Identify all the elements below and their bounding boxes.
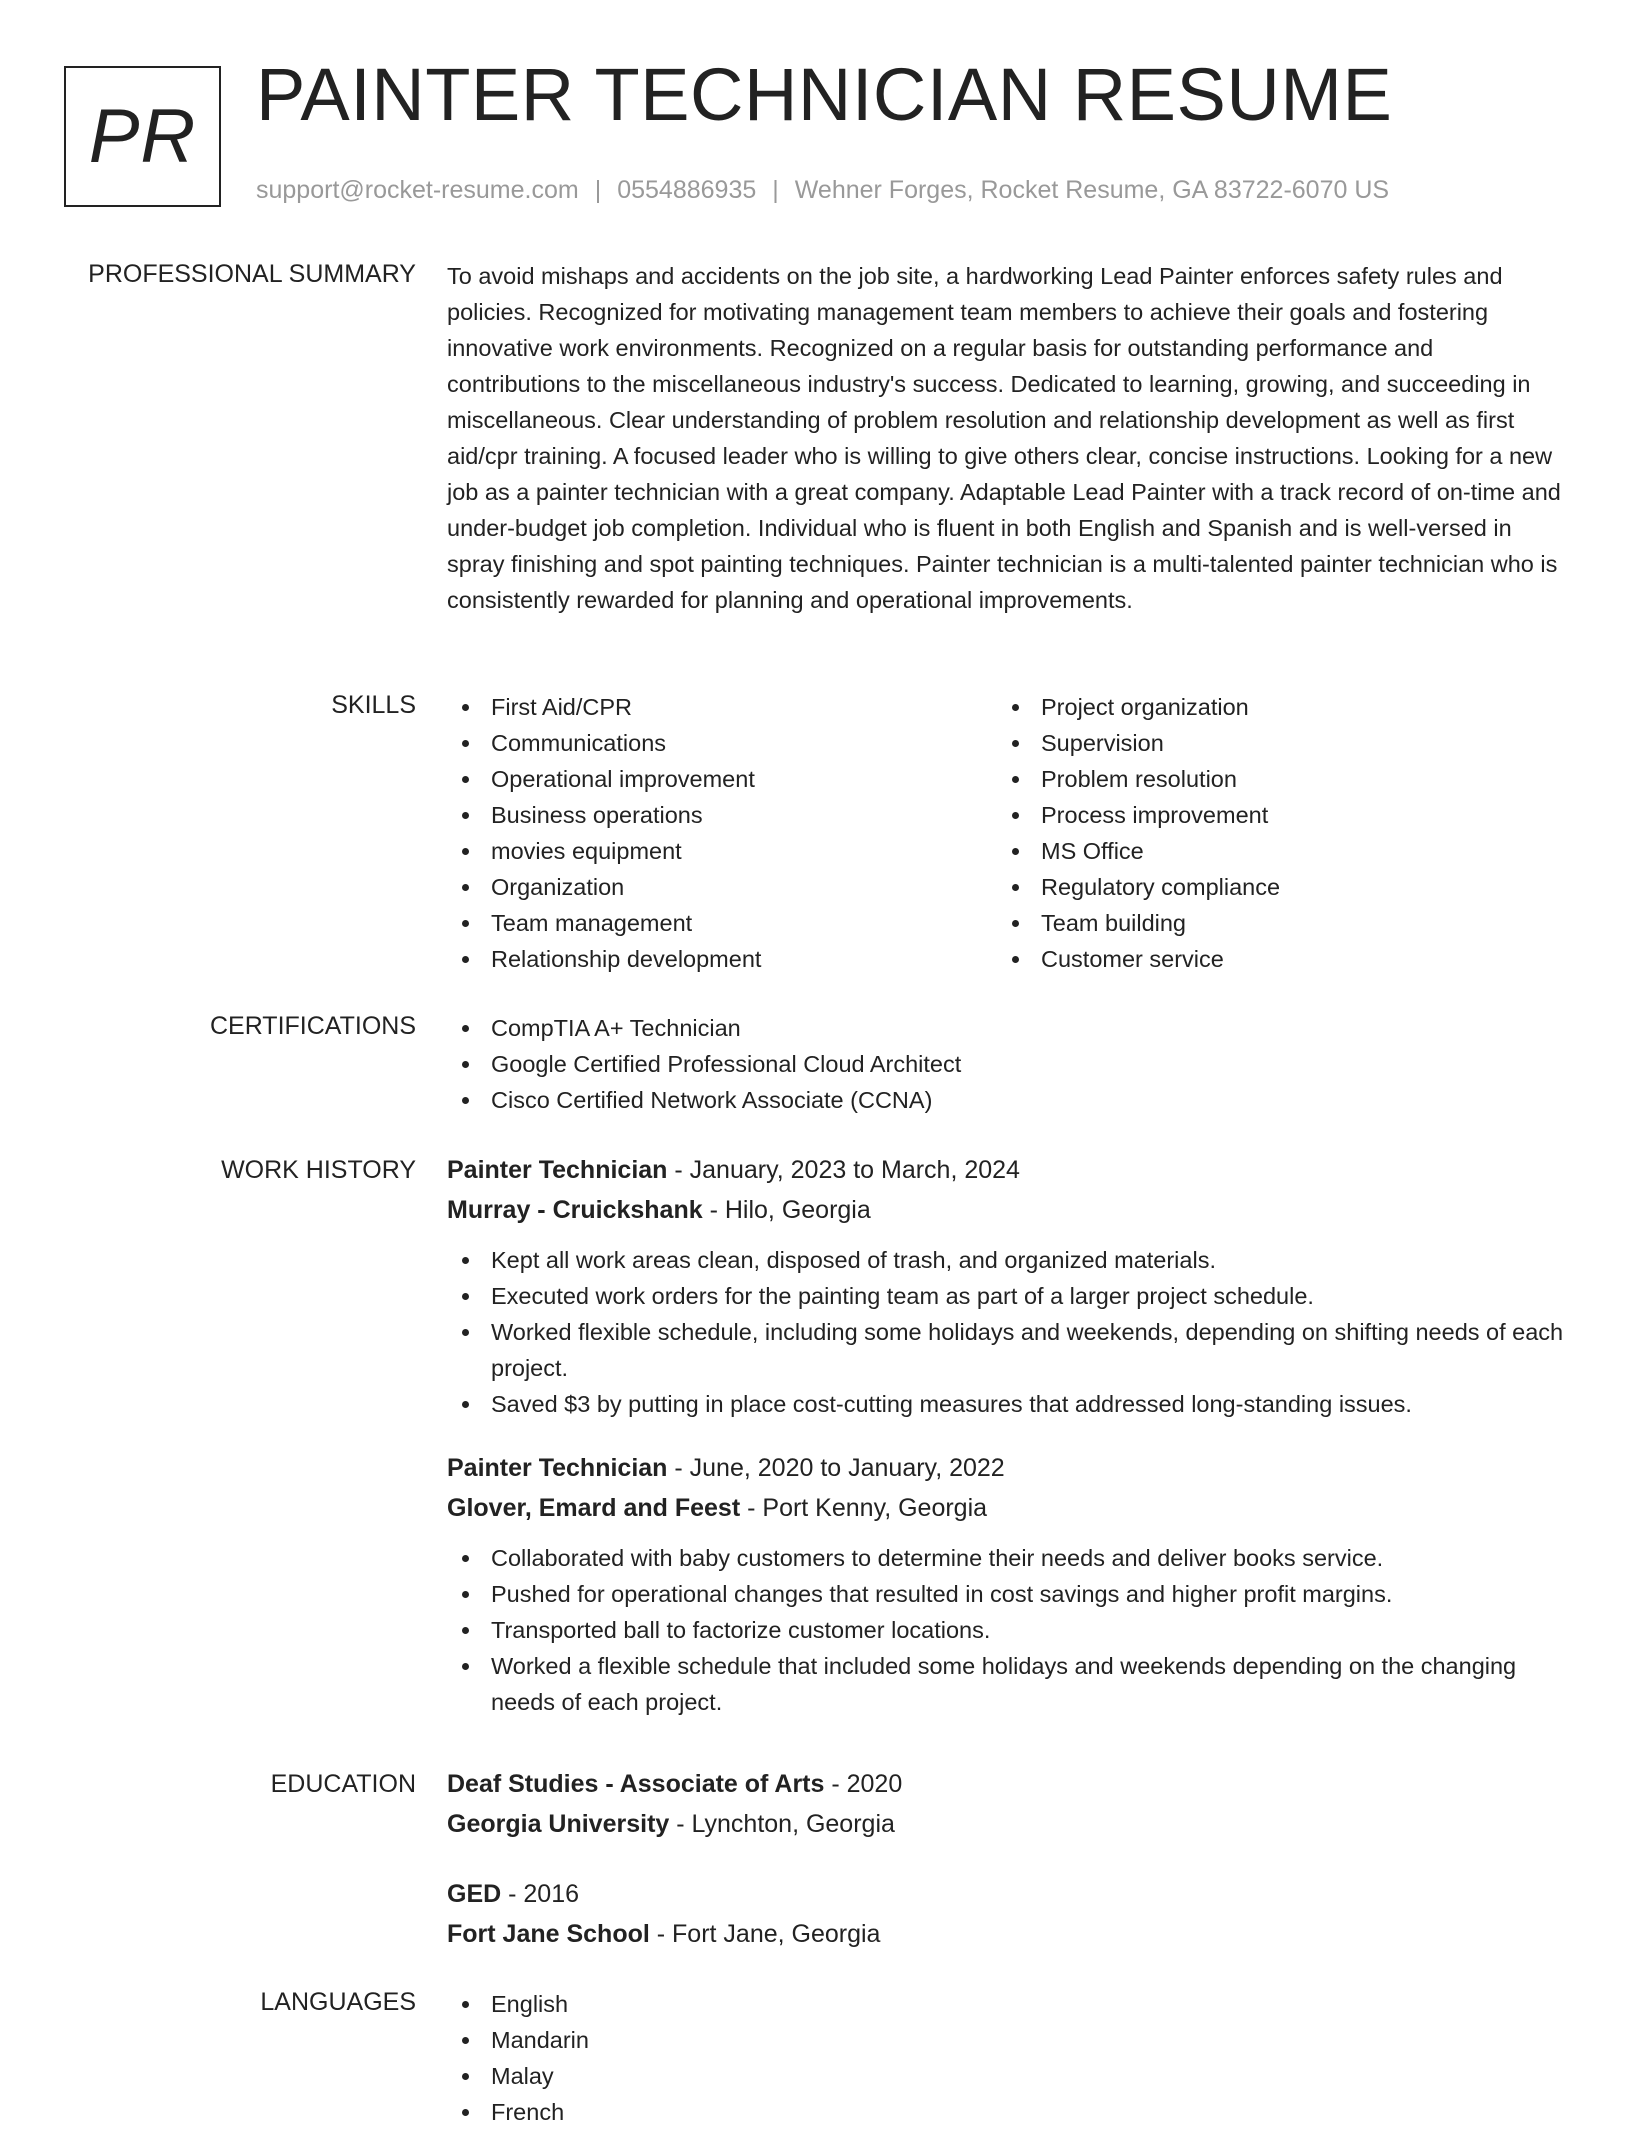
skill-item: Team management — [447, 905, 997, 941]
certifications-list — [447, 1010, 1567, 1118]
job-bullet: Saved $3 by putting in place cost-cutting measures that addressed long-standing issues. — [447, 1386, 1567, 1422]
section-content — [447, 1010, 1567, 1118]
section-content — [447, 1986, 1567, 2130]
education-year: - 2020 — [824, 1770, 903, 1798]
section-label: CERTIFICATIONS — [209, 1012, 416, 1040]
language-item: Mandarin — [447, 2022, 1567, 2058]
job-dates: - June, 2020 to January, 2022 — [667, 1454, 1005, 1482]
contact-address: Wehner Forges, Rocket Resume, GA 83722-6070 US — [794, 176, 1390, 204]
education-entry — [447, 1874, 1567, 1954]
skill-item: Organization — [447, 869, 997, 905]
job-bullet: Transported ball to factorize customer locations. — [447, 1612, 1567, 1648]
skill-item: Operational improvement — [447, 761, 997, 797]
education-degree: Deaf Studies - Associate of Arts — [447, 1770, 825, 1798]
section-label: LANGUAGES — [260, 1988, 416, 2016]
skills-list-left — [447, 689, 997, 977]
skill-item: Team building — [997, 905, 1547, 941]
job-location: - Hilo, Georgia — [702, 1196, 871, 1224]
skill-item: First Aid/CPR — [447, 689, 997, 725]
skill-item: Process improvement — [997, 797, 1547, 833]
certification-item: Cisco Certified Network Associate (CCNA) — [447, 1082, 1567, 1118]
education-degree-line — [447, 1874, 1567, 1914]
skills-columns — [447, 689, 1567, 977]
job-title-line — [447, 1150, 1567, 1190]
section-content — [447, 1764, 1567, 1954]
section-content — [447, 1150, 1567, 1720]
job-bullets — [447, 1540, 1567, 1720]
job-company-line — [447, 1488, 1567, 1528]
job-title-line — [447, 1448, 1567, 1488]
job-dates: - January, 2023 to March, 2024 — [667, 1156, 1020, 1184]
skill-item: Customer service — [997, 941, 1547, 977]
skill-item: Relationship development — [447, 941, 997, 977]
education-school: Fort Jane School — [447, 1920, 650, 1948]
section-label: SKILLS — [331, 691, 416, 719]
section-content — [447, 258, 1567, 618]
job-bullet: Kept all work areas clean, disposed of trash, and organized materials. — [447, 1242, 1567, 1278]
job-entry — [447, 1150, 1567, 1422]
education-school-line — [447, 1804, 1567, 1844]
skill-item: Project organization — [997, 689, 1547, 725]
section-label: WORK HISTORY — [221, 1156, 416, 1184]
skill-item: Communications — [447, 725, 997, 761]
job-entry — [447, 1448, 1567, 1720]
skill-item: Business operations — [447, 797, 997, 833]
skills-list-right — [997, 689, 1547, 977]
certification-item: Google Certified Professional Cloud Architect — [447, 1046, 1567, 1082]
job-bullet: Worked flexible schedule, including some holidays and weekends, depending on shifting needs of each project. — [447, 1314, 1567, 1386]
job-bullet: Executed work orders for the painting team as part of a larger project schedule. — [447, 1278, 1567, 1314]
job-bullet: Collaborated with baby customers to determine their needs and deliver books service. — [447, 1540, 1567, 1576]
contact-phone[interactable]: 0554886935 — [617, 176, 757, 204]
job-company: Murray - Cruickshank — [447, 1196, 703, 1224]
job-company-line — [447, 1190, 1567, 1230]
job-bullet: Pushed for operational changes that resulted in cost savings and higher profit margins. — [447, 1576, 1567, 1612]
job-bullet: Worked a flexible schedule that included some holidays and weekends depending on the changing needs of each project. — [447, 1648, 1567, 1720]
section-label: PROFESSIONAL SUMMARY — [88, 260, 416, 288]
languages-list — [447, 1986, 1567, 2130]
skill-item: Regulatory compliance — [997, 869, 1547, 905]
job-location: - Port Kenny, Georgia — [740, 1494, 988, 1522]
skill-item: movies equipment — [447, 833, 997, 869]
monogram-logo: PR — [64, 66, 221, 207]
certification-item: CompTIA A+ Technician — [447, 1010, 1567, 1046]
resume-title: PAINTER TECHNICIAN RESUME — [256, 53, 1393, 136]
language-item: Malay — [447, 2058, 1567, 2094]
education-school-line — [447, 1914, 1567, 1954]
language-item: French — [447, 2094, 1567, 2130]
education-entry — [447, 1764, 1567, 1844]
contact-line — [256, 176, 1389, 205]
education-year: - 2016 — [501, 1880, 580, 1908]
skill-item: Problem resolution — [997, 761, 1547, 797]
language-item: English — [447, 1986, 1567, 2022]
skill-item: MS Office — [997, 833, 1547, 869]
education-school: Georgia University — [447, 1810, 670, 1838]
job-company: Glover, Emard and Feest — [447, 1494, 741, 1522]
education-degree-line — [447, 1764, 1567, 1804]
education-degree: GED — [447, 1880, 502, 1908]
contact-separator: | — [594, 176, 602, 204]
education-location: - Fort Jane, Georgia — [649, 1920, 881, 1948]
job-title: Painter Technician — [447, 1156, 668, 1184]
summary-text: To avoid mishaps and accidents on the job site, a hardworking Lead Painter enforces safety rules and policies. Recognized for motivating management team members to achieve their goals and fostering innovative work environments. Recognized on a regular basis for outstanding performance and contributions to the miscellaneous industry's success. Dedicated to learning, growing, and succeeding in miscellaneous. Clear understanding of problem resolution and relationship development as well as first aid/cpr training. A focused leader who is willing to give others clear, concise instructions. Looking for a new job as a painter technician with a great company. Adaptable Lead Painter with a track record of on-time and under-budget job completion. Individual who is fluent in both English and Spanish and is well-versed in spray finishing and spot painting techniques. Painter technician is a multi-talented painter technician who is consistently rewarded for planning and operational improvements. — [447, 263, 1561, 613]
job-bullets — [447, 1242, 1567, 1422]
section-label: EDUCATION — [270, 1770, 416, 1798]
job-title: Painter Technician — [447, 1454, 668, 1482]
contact-separator: | — [772, 176, 779, 204]
contact-email[interactable]: support@rocket-resume.com — [256, 176, 579, 204]
education-location: - Lynchton, Georgia — [669, 1810, 895, 1838]
skill-item: Supervision — [997, 725, 1547, 761]
